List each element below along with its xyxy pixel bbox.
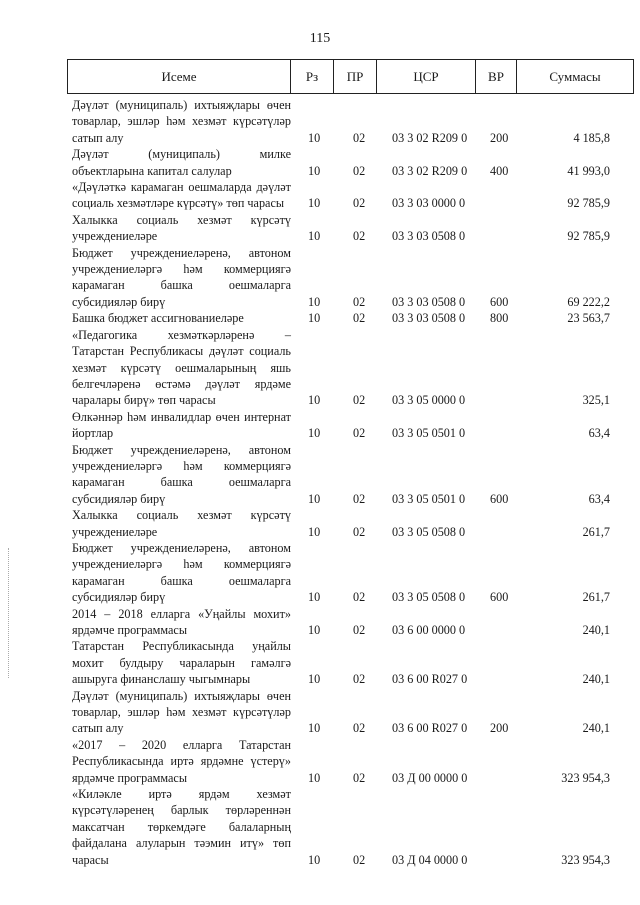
row-csr: 03 Д 04 0000 0 (392, 852, 468, 867)
table-row (0, 540, 640, 606)
header-name: Исеме (68, 60, 291, 94)
row-rz: 10 (308, 623, 321, 637)
row-sum: 323 954,3 (561, 770, 610, 785)
row-name: Халыкка социаль хезмәт күрсәтү учреждениеләре (72, 212, 291, 244)
table-row (0, 327, 640, 409)
row-csr: 03 Д 00 0000 0 (392, 770, 468, 785)
row-name: «Дәүләткә карамаган оешмаларда дәүләт социаль хезмәтләре күрсәтү» төп чарасы (72, 180, 291, 211)
table-row (0, 146, 640, 179)
row-pr: 02 (353, 229, 366, 244)
row-pr: 02 (353, 524, 366, 539)
table-row (0, 245, 640, 311)
row-pr: 02 (353, 196, 366, 211)
row-csr: 03 3 05 0508 0 (392, 590, 466, 605)
row-name: Бюджет учреждениеләренә, автоном учреждениеләргә һәм коммерциягә карамаган башка оешмаларга субсидияләр бирү (72, 540, 291, 605)
table-row (0, 638, 640, 687)
row-sum: 240,1 (582, 672, 610, 687)
row-name: Бюджет учреждениеләренә, автоном учреждениеләргә һәм коммерциягә карамаган башка оешмаларга субсидияләр бирү (72, 245, 291, 309)
row-rz: 10 (308, 294, 321, 309)
row-sum: 325,1 (582, 393, 610, 408)
row-pr: 02 (353, 130, 366, 145)
row-sum: 261,7 (582, 524, 610, 539)
row-name: «Педагогика хезмәткәрләренә – Татарстан Республикасы дәүләт социаль хезмәт күрсәтү оешмаларының яшь белгечләренә өстәмә дәүләт ярдәме чаралары бирү» төп чарасы (72, 327, 291, 408)
row-name: «Киләкле иртә ярдәм хезмәт күрсәтүләренең барлык төрләреннән максатчан төркемдәге балаларның файдалана алуларын тәэмин итү» төп чарасы (72, 787, 291, 867)
row-csr: 03 6 00 R027 0 (392, 721, 468, 736)
row-rz: 10 (308, 672, 321, 687)
table-row (0, 606, 640, 639)
header-vr: ВР (476, 60, 517, 94)
row-name: Бюджет учреждениеләренә, автоном учреждениеләргә һәм коммерциягә карамаган башка оешмаларга субсидияләр бирү (72, 442, 291, 506)
row-vr: 400 (490, 163, 509, 178)
row-sum: 261,7 (582, 590, 610, 605)
row-pr: 02 (353, 426, 366, 441)
row-sum: 4 185,8 (573, 130, 610, 145)
row-rz: 10 (308, 163, 321, 178)
row-rz: 10 (308, 852, 321, 867)
row-sum: 92 785,9 (567, 229, 610, 244)
row-csr: 03 3 05 0501 0 (392, 426, 466, 441)
table-row (0, 442, 640, 508)
row-sum: 63,4 (588, 491, 610, 506)
row-vr: 200 (490, 721, 509, 736)
row-csr: 03 6 00 R027 0 (392, 672, 468, 687)
row-csr: 03 3 05 0000 0 (392, 393, 466, 408)
row-sum: 63,4 (588, 426, 610, 441)
row-sum: 41 993,0 (567, 163, 610, 178)
row-sum: 23 563,7 (567, 311, 610, 326)
row-csr: 03 3 05 0508 0 (392, 524, 466, 539)
header-rz: Рз (291, 60, 334, 94)
table-row (0, 179, 640, 212)
row-pr: 02 (353, 163, 366, 178)
row-rz: 10 (308, 524, 321, 539)
page-number: 115 (309, 31, 331, 46)
table-row (0, 507, 640, 540)
row-csr: 03 3 03 0508 0 (392, 311, 466, 326)
row-name: Дәүләт (муниципаль) ихтыяҗлары өчен товарлар, эшләр һәм хезмәт күрсәтүләр сатып алу (72, 688, 291, 736)
row-sum: 323 954,3 (561, 852, 610, 867)
row-rz: 10 (308, 229, 321, 244)
table-row (0, 786, 640, 868)
row-name: Татарстан Республикасында уңайлы мохит булдыру чараларын гамәлгә ашыруга финанслашу чыгымнары (72, 639, 291, 687)
row-vr: 600 (490, 294, 509, 309)
table-row (0, 737, 640, 786)
row-name: Өлкәннәр һәм инвалидлар өчен интернат йортлар (72, 409, 291, 441)
table-row (0, 310, 640, 326)
row-rz: 10 (308, 426, 321, 441)
header-sum: Суммасы (517, 60, 634, 94)
row-name: Дәүләт (муниципаль) ихтыяҗлары өчен товарлар, эшләр һәм хезмәт күрсәтүләр сатып алу (72, 98, 291, 145)
row-pr: 02 (353, 294, 366, 309)
row-name: Халыкка социаль хезмәт күрсәтү учреждениеләре (72, 508, 291, 539)
row-csr: 03 6 00 0000 0 (392, 623, 466, 637)
row-pr: 02 (353, 721, 366, 736)
row-sum: 240,1 (582, 721, 610, 736)
row-pr: 02 (353, 491, 366, 506)
row-rz: 10 (308, 491, 321, 506)
row-name: «2017 – 2020 елларга Татарстан Республикасында иртә ярдәмне үстерү» ярдәмче программасы (72, 737, 291, 785)
table-header (67, 59, 634, 94)
header-pr: ПР (334, 60, 377, 94)
header-csr: ЦСР (377, 60, 476, 94)
row-rz: 10 (308, 196, 321, 211)
table-row (0, 409, 640, 442)
table-body (0, 97, 640, 868)
row-pr: 02 (353, 311, 366, 326)
row-vr: 200 (490, 130, 509, 145)
row-pr: 02 (353, 770, 366, 785)
row-sum: 240,1 (582, 623, 610, 637)
row-rz: 10 (308, 130, 321, 145)
row-name: Дәүләт (муниципаль) милке объектларына капитал салулар (72, 147, 291, 178)
row-name: Башка бюджет ассигнованиеләре (72, 311, 244, 326)
row-csr: 03 3 02 R209 0 (392, 163, 468, 178)
row-csr: 03 3 03 0000 0 (392, 196, 466, 211)
row-csr: 03 3 05 0501 0 (392, 491, 466, 506)
table-row (0, 688, 640, 737)
row-name: 2014 – 2018 елларга «Уңайлы мохит» ярдәмче программасы (72, 606, 291, 637)
margin-mark (8, 548, 10, 678)
row-vr: 600 (490, 590, 509, 605)
row-vr: 600 (490, 491, 509, 506)
table-row (0, 212, 640, 245)
row-pr: 02 (353, 393, 366, 408)
row-csr: 03 3 03 0508 0 (392, 229, 466, 244)
row-pr: 02 (353, 623, 366, 637)
row-pr: 02 (353, 852, 366, 867)
row-pr: 02 (353, 672, 366, 687)
row-rz: 10 (308, 393, 321, 408)
row-sum: 92 785,9 (567, 196, 610, 211)
row-rz: 10 (308, 311, 321, 326)
row-pr: 02 (353, 590, 366, 605)
row-csr: 03 3 02 R209 0 (392, 130, 468, 145)
row-vr: 800 (490, 311, 509, 326)
row-rz: 10 (308, 770, 321, 785)
table-row (0, 97, 640, 146)
row-sum: 69 222,2 (567, 294, 610, 309)
row-csr: 03 3 03 0508 0 (392, 294, 466, 309)
row-rz: 10 (308, 721, 321, 736)
row-rz: 10 (308, 590, 321, 605)
